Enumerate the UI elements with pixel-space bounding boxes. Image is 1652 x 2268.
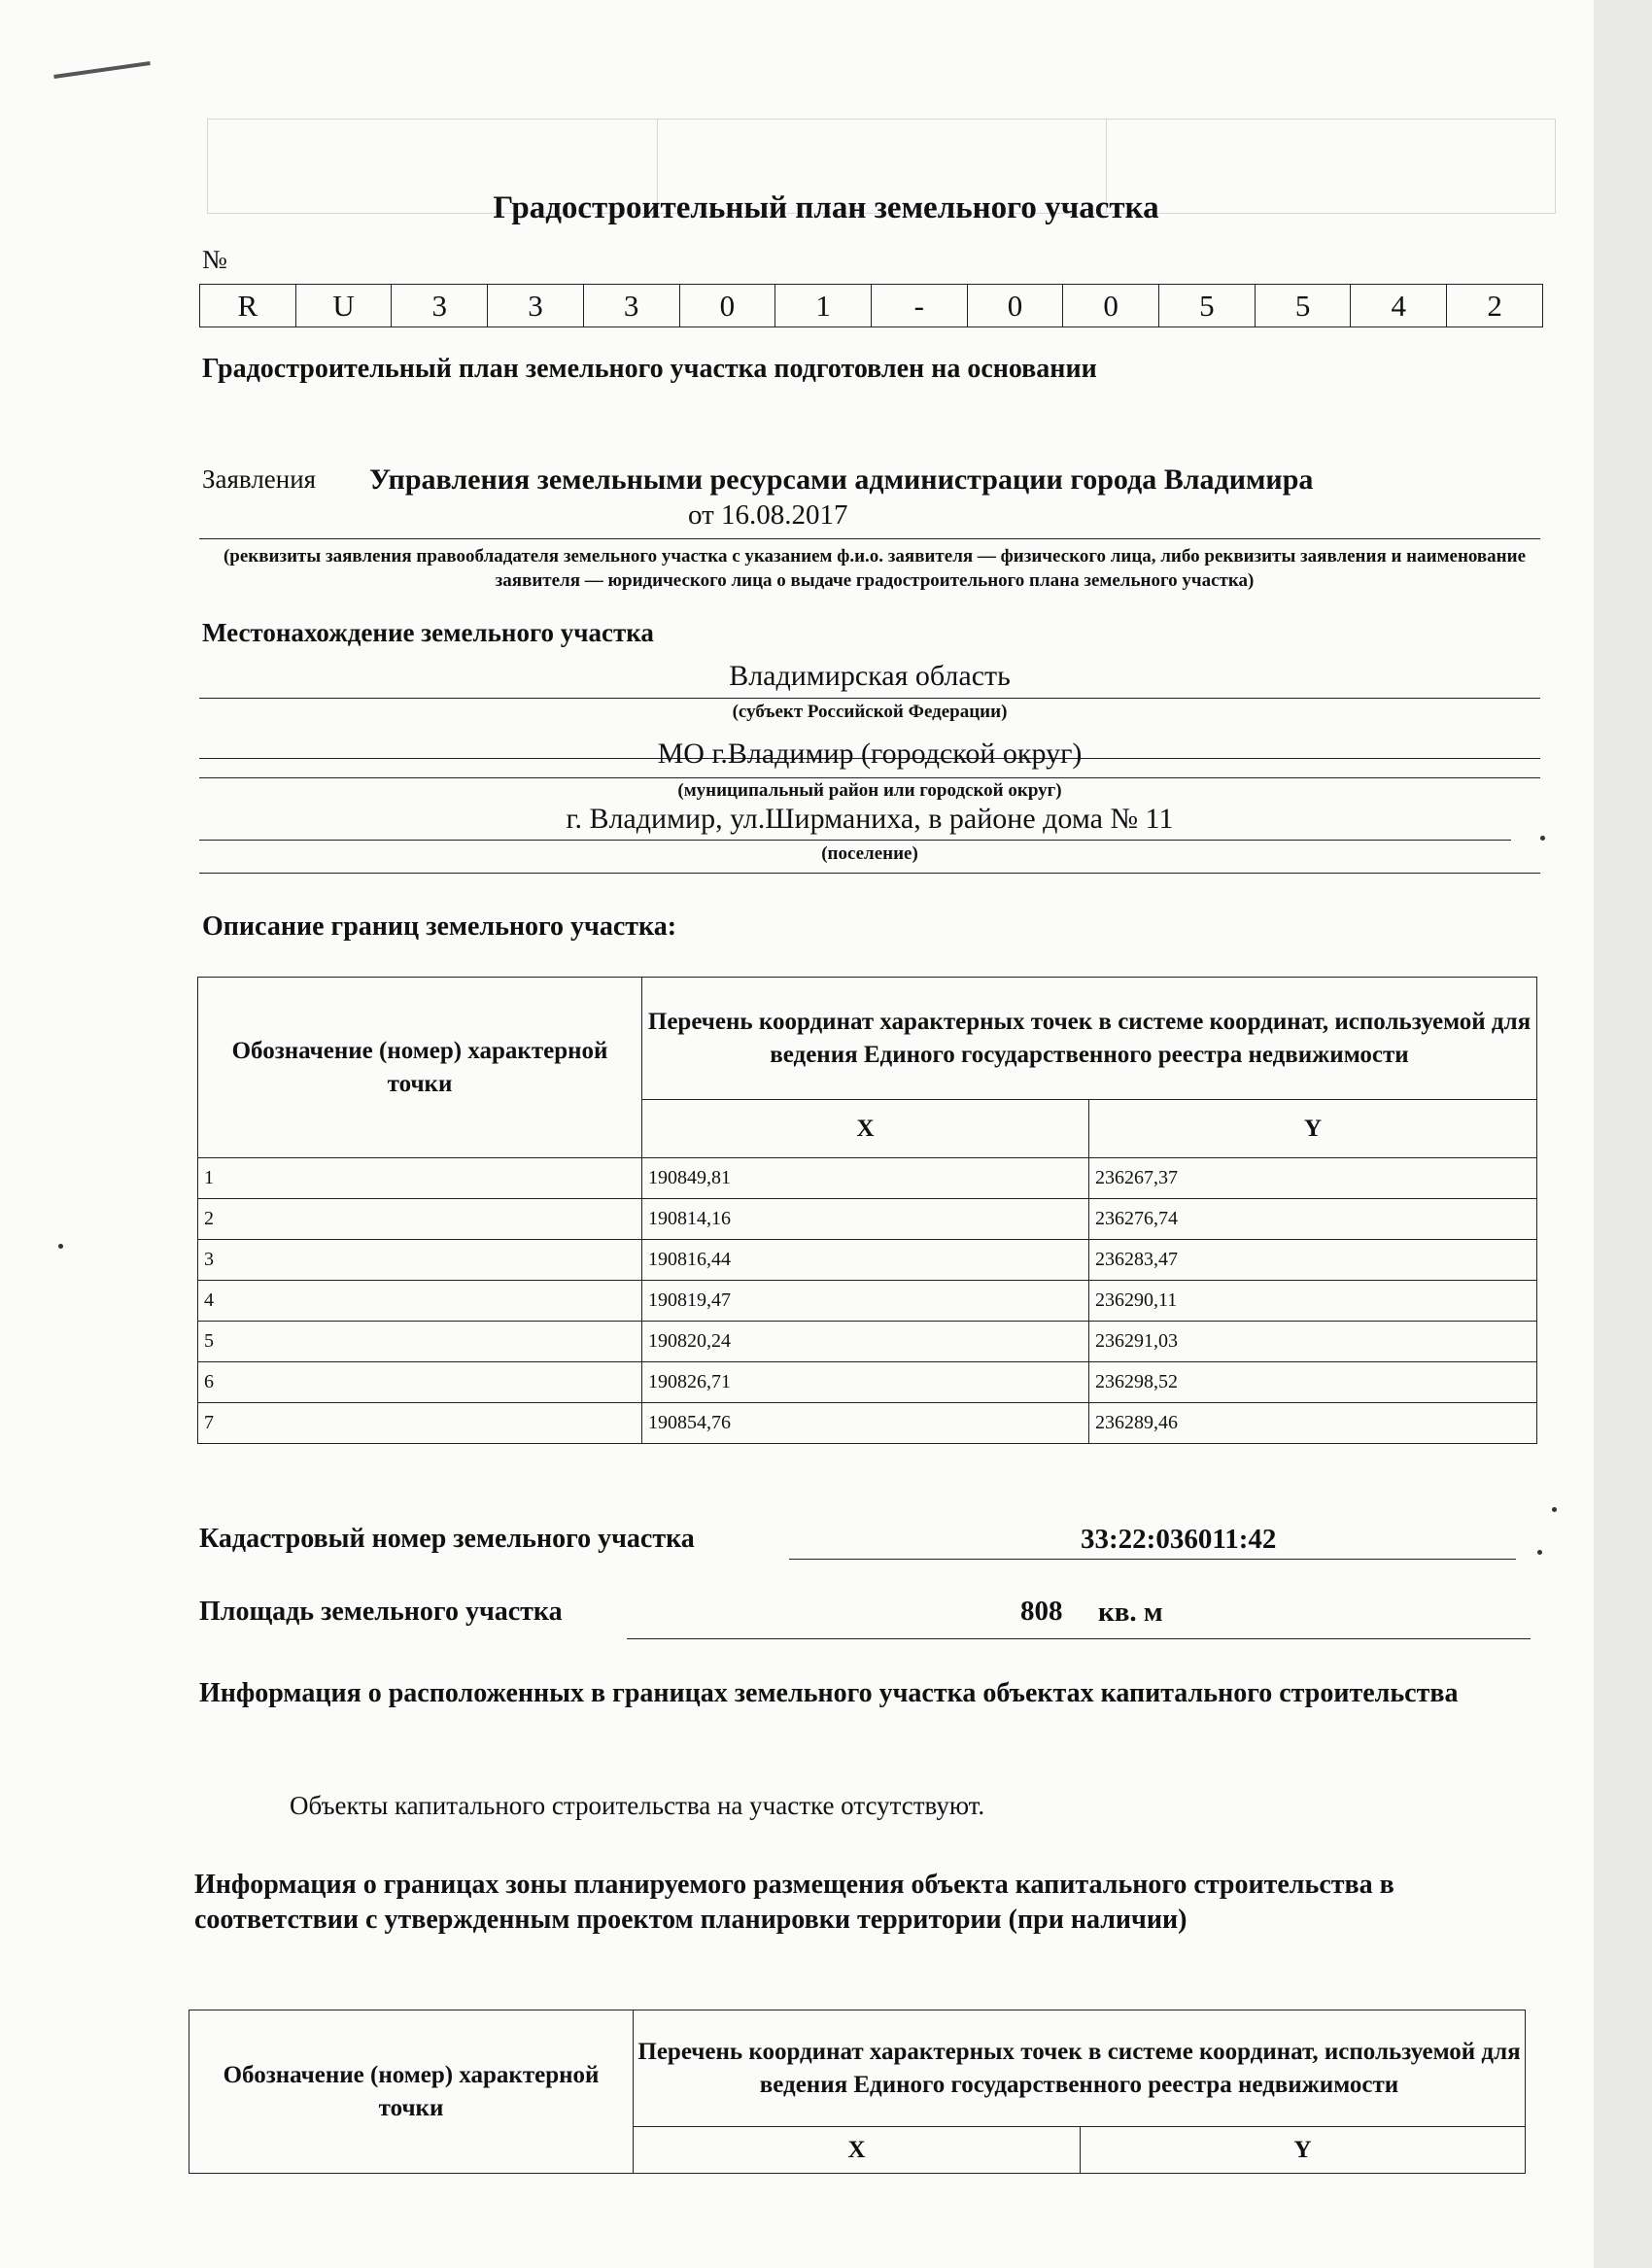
settlement-underline [199, 840, 1511, 841]
cadastral-underline [789, 1559, 1516, 1560]
basis-heading: Градостроительный план земельного участка подготовлен на основании [202, 354, 1097, 384]
plan-number-cell: 2 [1447, 285, 1543, 327]
point-number-cell: 4 [198, 1281, 642, 1322]
point-number-cell: 5 [198, 1322, 642, 1362]
application-underline [199, 538, 1540, 539]
boundaries-heading: Описание границ земельного участка: [202, 911, 677, 942]
cadastral-value: 33:22:036011:42 [1081, 1524, 1277, 1555]
region-underline [199, 698, 1540, 699]
table-row [198, 1158, 1537, 1199]
col-y-header: Y [1089, 1100, 1537, 1158]
plan-number-cell: 5 [1255, 285, 1351, 327]
table-row [198, 1281, 1537, 1322]
application-caption: (реквизиты заявления правообладателя земельного участка с указанием ф.и.о. заявителя — физического лица, либо реквизиты заявления и наименование заявителя — юридического лица о выдаче градостроительного плана земельного участка) [223, 546, 1527, 591]
scan-mark [53, 61, 151, 79]
pz-col-coords-header: Перечень координат характерных точек в системе координат, используемой для ведения Единого государственного реестра недвижимости [634, 2010, 1526, 2127]
area-value: 808 [1020, 1596, 1063, 1627]
coord-y-cell: 236298,52 [1089, 1362, 1537, 1403]
plan-number-cell: 1 [775, 285, 872, 327]
planning-zone-table [189, 2010, 1526, 2174]
coord-x-cell: 190814,16 [642, 1199, 1089, 1240]
scan-speck [1552, 1507, 1557, 1512]
area-label: Площадь земельного участка [199, 1597, 563, 1627]
application-value-line1: Управления земельными ресурсами администрации города Владимира [369, 464, 1314, 496]
table-row [198, 1199, 1537, 1240]
settlement-underline-2 [199, 873, 1540, 874]
application-label: Заявления [202, 464, 317, 494]
region-caption: (субъект Российской Федерации) [732, 702, 1008, 722]
coord-x-cell: 190826,71 [642, 1362, 1089, 1403]
table-row [198, 1362, 1537, 1403]
cadastral-label: Кадастровый номер земельного участка [199, 1524, 695, 1554]
location-heading: Местонахождение земельного участка [202, 618, 654, 647]
plan-number-cell: 0 [1063, 285, 1159, 327]
coord-y-cell: 236289,46 [1089, 1403, 1537, 1444]
pz-col-x-header: X [634, 2127, 1081, 2174]
point-number-cell: 3 [198, 1240, 642, 1281]
point-number-cell: 2 [198, 1199, 642, 1240]
coord-y-cell: 236283,47 [1089, 1240, 1537, 1281]
plan-number-grid [199, 284, 1543, 327]
plan-number-cell: 3 [392, 285, 488, 327]
plan-number-cell: 5 [1159, 285, 1256, 327]
coord-y-cell: 236290,11 [1089, 1281, 1537, 1322]
table-row [198, 1322, 1537, 1362]
plan-number-cell: - [871, 285, 967, 327]
coord-x-cell: 190816,44 [642, 1240, 1089, 1281]
scan-speck [1537, 1550, 1542, 1555]
plan-number-cell: 0 [679, 285, 775, 327]
table-row [198, 1240, 1537, 1281]
plan-number-cell: R [200, 285, 296, 327]
plan-number-cell: 0 [967, 285, 1063, 327]
plan-number-cell: U [295, 285, 392, 327]
municipality-caption: (муниципальный район или городской округ) [677, 780, 1062, 801]
area-unit: кв. м [1098, 1597, 1163, 1628]
col-coords-header: Перечень координат характерных точек в системе координат, используемой для ведения Единого государственного реестра недвижимости [642, 978, 1537, 1100]
col-point-header: Обозначение (номер) характерной точки [198, 978, 642, 1158]
coord-x-cell: 190854,76 [642, 1403, 1089, 1444]
coord-y-cell: 236291,03 [1089, 1322, 1537, 1362]
municipality-underline [199, 777, 1540, 778]
region-value: Владимирская область [729, 660, 1011, 692]
coord-y-cell: 236267,37 [1089, 1158, 1537, 1199]
scan-speck [58, 1244, 63, 1249]
settlement-caption: (поселение) [821, 843, 918, 864]
point-number-cell: 6 [198, 1362, 642, 1403]
pz-col-y-header: Y [1081, 2127, 1526, 2174]
plan-number-cell: 4 [1351, 285, 1447, 327]
plan-number-cell: 3 [583, 285, 679, 327]
objects-heading: Информация о расположенных в границах земельного участка объектах капитального строительства [199, 1678, 1459, 1708]
coord-y-cell: 236276,74 [1089, 1199, 1537, 1240]
pz-col-point-header: Обозначение (номер) характерной точки [189, 2010, 634, 2174]
coord-x-cell: 190820,24 [642, 1322, 1089, 1362]
coord-x-cell: 190849,81 [642, 1158, 1089, 1199]
application-value-line2: от 16.08.2017 [688, 499, 848, 531]
col-x-header: X [642, 1100, 1089, 1158]
boundaries-table [197, 977, 1537, 1444]
table-row [198, 1403, 1537, 1444]
point-number-cell: 1 [198, 1158, 642, 1199]
plan-number-cell: 3 [488, 285, 584, 327]
settlement-value: г. Владимир, ул.Ширманиха, в районе дома № 11 [566, 803, 1174, 835]
municipality-value: МО г.Владимир (городской округ) [657, 738, 1083, 770]
point-number-cell: 7 [198, 1403, 642, 1444]
page-title: Градостроительный план земельного участка [493, 190, 1159, 225]
coord-x-cell: 190819,47 [642, 1281, 1089, 1322]
number-sign: № [202, 245, 227, 274]
scan-speck [1540, 836, 1545, 841]
page-edge-shadow [1594, 0, 1652, 2268]
planning-zone-heading: Информация о границах зоны планируемого размещения объекта капитального строительства в соответствии с утвержденным проектом планировки территории (при наличии) [194, 1870, 1394, 1935]
objects-text: Объекты капитального строительства на участке отсутствуют. [290, 1791, 985, 1820]
area-underline [627, 1638, 1531, 1639]
